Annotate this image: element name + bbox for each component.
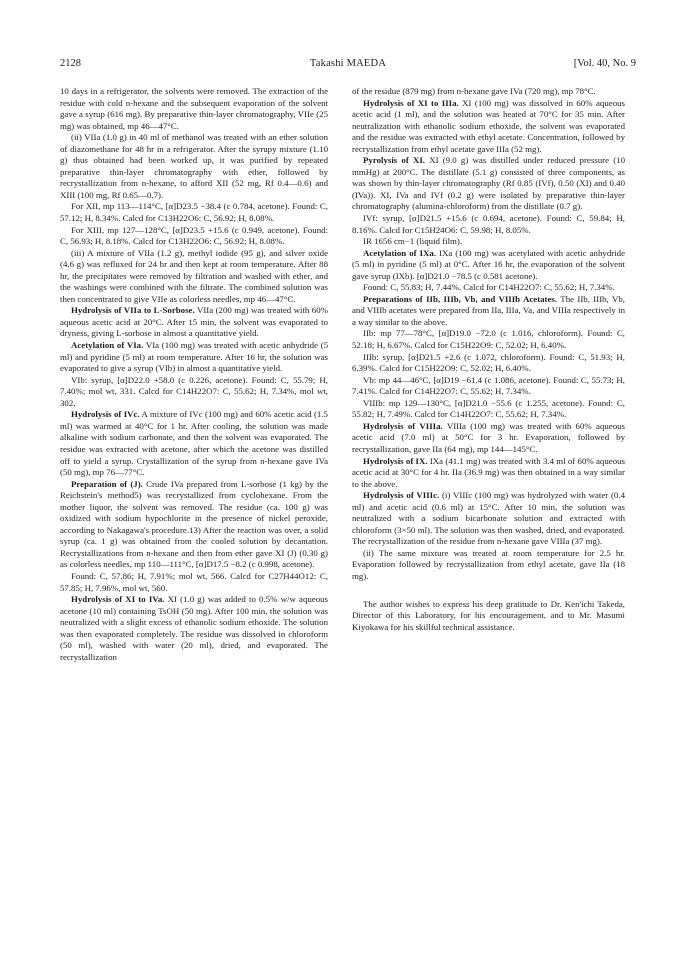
paragraph-text: VIb: syrup, [α]D22.0 +58.0 (c 0.226, acetone). Found: C, 55.79; H, 7.40%; mol wt, 331. Calcd for C14H22O7: C, 55.62; H, 7.34%, mol wt, 302. bbox=[60, 374, 328, 408]
section-heading: Hydrolysis of VIIIc. bbox=[363, 490, 440, 501]
paragraph-text: For XIII, mp 127—128°C, [α]D23.5 +15.6 (c 0.949, acetone). Found: C, 56.93; H, 8.18%. Calcd for C13H22O6: C, 56.92; H, 8.08%. bbox=[60, 224, 328, 247]
paragraph-text: of the residue (879 mg) from n-hexane gave IVa (720 mg), mp 78°C. bbox=[352, 86, 596, 96]
right-paragraph bbox=[352, 236, 625, 248]
right-paragraph bbox=[352, 352, 625, 375]
right-paragraph bbox=[352, 98, 625, 156]
left-paragraph bbox=[60, 248, 328, 306]
volume-info: [Vol. 40, No. 9 bbox=[573, 58, 636, 69]
paragraph-text: (ii) VIIa (1.0 g) in 40 ml of methanol was treated with an ether solution of diazomethane for 48 hr in a refrigerator. After the syrupy mixture (1.10 g) thus obtained had been worked up, it was purified by repeated preparative thin-layer chromatography with ether, followed by recrystallization from n-hexane, to afford XII (52 mg, Rf 0.4—0.6) and XIII (100 mg, Rf 0.65—0.7). bbox=[60, 132, 328, 200]
section-heading: Hydrolysis of XI to IIIa. bbox=[363, 97, 459, 108]
page-number: 2128 bbox=[60, 58, 81, 69]
paragraph-text: (i) VIIIc (100 mg) was hydrolyzed with water (0.4 ml) and acetic acid (0.6 ml) at 15°C. After 10 min, the solution was neutralized with a sodium bicarbonate solution and extracted with chloroform (3×50 ml). The solution was then washed, dried, and evaporated. The recrystallization of the residue from n-hexane gave VIIIa (37 mg). bbox=[352, 490, 625, 547]
paragraph-text: VIIIa (100 mg) was treated with 60% aqueous acetic acid (7.0 ml) at 50°C for 3 hr. Evaporation, followed by recrystallization, gave IIa (64 mg), mp 144—145°C. bbox=[352, 420, 625, 454]
left-column bbox=[60, 86, 328, 663]
section-heading: Hydrolysis of IVc. bbox=[71, 409, 140, 420]
paragraph-text: XI (9.0 g) was distilled under reduced pressure (10 mmHg) at 200°C. The distillate (5.1 g) consisted of three components, as was shown by thin-layer chromatography (Rf 0.85 (IVf), 0.50 (XI) and 0.40 (IVa)). XI, IVa and IVf (0.2 g) were isolated by preparative thin-layer chromatography (alumina-chloroform) from the distillate (0.7 g). bbox=[352, 155, 625, 212]
running-header bbox=[60, 57, 636, 73]
section-heading: Hydrolysis of IX. bbox=[363, 455, 428, 466]
paragraph-text: IIb: mp 77—78°C, [α]D19.0 −72.0 (c 1.016, chloroform). Found: C, 52.18; H, 6.67%. Calcd for C15H22O9: C, 52.02; H, 6.40%. bbox=[352, 328, 625, 351]
right-paragraph bbox=[352, 456, 625, 491]
section-heading: Pyrolysis of XI. bbox=[363, 155, 426, 166]
running-author: Takashi MAEDA bbox=[309, 58, 387, 69]
left-paragraph bbox=[60, 201, 328, 224]
right-paragraph bbox=[352, 421, 625, 456]
paragraph-text: XI (1.0 g) was added to 0.5% w/w aqueous acetone (10 ml) containing TsOH (50 mg). After 100 min, the solution was neutralized with a slight excess of ethanolic sodium ethoxide. The solution was then evaporated completely. The residue was dissolved in chloroform (50 ml), washed with water (20 ml), dried, and evaporated. The recrystallization bbox=[60, 594, 328, 662]
right-paragraph bbox=[352, 248, 625, 283]
paragraph-text: VIIIb: mp 129—130°C, [α]D21.0 −55.6 (c 1.255, acetone). Found: C, 55.82; H, 7.49%. Calcd for C14H22O7: C, 55.62; H, 7.34%. bbox=[352, 397, 625, 420]
paragraph-text: IXa (41.1 mg) was treated with 3.4 ml of 60% aqueous acetic acid at 30°C for 4 hr. IIa (36.9 mg) was then obtained in a way similar to the above. bbox=[352, 455, 625, 489]
acknowledgement: The author wishes to express his deep gratitude to Dr. Ken'ichi Takeda, Director of this Laboratory, for his encouragement, and to Mr. Masumi Kiyokawa for his skillful technical assistance. bbox=[352, 598, 625, 632]
right-paragraph bbox=[352, 155, 625, 213]
left-paragraph bbox=[60, 409, 328, 478]
right-paragraph bbox=[352, 548, 625, 583]
left-paragraph bbox=[60, 132, 328, 201]
right-paragraph bbox=[352, 213, 625, 236]
section-heading: Preparation of (J). bbox=[71, 478, 143, 489]
right-paragraph bbox=[352, 490, 625, 548]
paragraph-text: For XII, mp 113—114°C, [α]D23.5 −38.4 (c 0.784, acetone). Found: C, 57.12; H, 8.34%. Calcd for C13H22O6: C, 56.92; H, 8.08%. bbox=[60, 201, 328, 224]
paragraph-text: IIIb: syrup, [α]D21.5 +2.6 (c 1.072, chloroform). Found: C, 51.93; H, 6.39%. Calcd for C15H22O9: C, 52.02; H, 6.40%. bbox=[352, 351, 625, 374]
paragraph-text: (ii) The same mixture was treated at room temperature for 2.5 hr. Evaporation followed by recrystallization from ethyl acetate, gave IIa (18 mg). bbox=[352, 547, 625, 581]
section-heading: Preparations of IIb, IIIb, Vb, and VIIIb Acetates. bbox=[363, 293, 558, 304]
left-paragraph bbox=[60, 86, 328, 132]
paragraph-text: Found: C, 57.86; H, 7.91%; mol wt, 566. Calcd for C27H44O12: C, 57.85; H, 7.96%, mol wt, 560. bbox=[60, 570, 328, 593]
right-paragraph bbox=[352, 294, 625, 329]
left-paragraph bbox=[60, 375, 328, 410]
paragraph-text: The IIb, IIIb, Vb, and VIIIb acetates were prepared from IIa, IIIa, Va, and VIIIa respectively in a way similar to the above. bbox=[352, 293, 625, 327]
left-paragraph bbox=[60, 340, 328, 375]
paragraph-text: Found: C, 55.83; H, 7.44%. Calcd for C14H22O7: C, 55.62; H, 7.34%. bbox=[363, 282, 615, 293]
section-heading: Hydrolysis of VIIIa. bbox=[363, 420, 443, 431]
left-paragraph bbox=[60, 571, 328, 594]
paragraph-text: Vb: mp 44—46°C, [α]D19 −61.4 (c 1.086, acetone). Found: C, 55.73; H, 7.41%. Calcd for C14H22O7: C, 55.62; H, 7.34%. bbox=[352, 374, 625, 397]
paragraph-text: XI (100 mg) was dissolved in 60% aqueous acetic acid (1 ml), and the solution was heated at 70°C for 35 min. After neutralization with ethanolic sodium ethoxide, the solvent was evaporated and the residue was extracted with ethyl acetate. Concentration, followed by recrystallization from ethyl acetate gave IIIa (52 mg). bbox=[352, 97, 625, 154]
right-paragraph bbox=[352, 282, 625, 294]
section-heading: Hydrolysis of XI to IVa. bbox=[71, 594, 165, 605]
right-paragraph bbox=[352, 86, 625, 98]
left-paragraph bbox=[60, 594, 328, 663]
section-heading: Acetylation of IXa. bbox=[363, 247, 437, 258]
section-heading: Hydrolysis of VIIa to L-Sorbose. bbox=[71, 305, 195, 316]
right-paragraph bbox=[352, 375, 625, 398]
left-paragraph bbox=[60, 225, 328, 248]
paragraph-text: 10 days in a refrigerator, the solvents were removed. The extraction of the residue with cold n-hexane and the subsequent evaporation of the solvent gave a syrup (616 mg). By preparative thin-layer chromatography, VIIe (25 mg) was obtained, mp 46—47°C. bbox=[60, 86, 328, 131]
paragraph-text: IXa (100 mg) was acetylated with acetic anhydride (5 ml) in pyridine (5 ml) at 0°C. After 16 hr, the evaporation of the solvent gave syrup (IXb). [α]D21.0 −78.5 (c 0.581 acetone). bbox=[352, 247, 625, 281]
paragraph-text: (iii) A mixture of VIIa (1.2 g), methyl iodide (95 g), and silver oxide (4.6 g) was refluxed for 24 hr and then kept at room temperature. After 88 hr, the precipitates were removed by filtration and washed with ether, and the washings were combined with the filtrate. The combined solution was then concentrated to give VIIe as colorless needles, mp 46—47°C. bbox=[60, 247, 328, 304]
paragraph-text: IVf: syrup, [α]D21.5 +15.6 (c 0.694, acetone). Found: C, 59.84; H, 8.16%. Calcd for C15H24O6: C, 59.98; H, 8.05%. bbox=[352, 213, 625, 235]
paragraph-text: VIa (100 mg) was treated with acetic anhydride (5 ml) and pyridine (5 ml) at room temperature. After 16 hr, the solution was evaporated to give a syrup (VIb) in almost a quantitative yield. bbox=[60, 340, 328, 374]
right-column bbox=[352, 86, 625, 633]
left-paragraph bbox=[60, 305, 328, 340]
section-heading: Acetylation of VIa. bbox=[71, 340, 144, 351]
paragraph-text: IR 1656 cm−1 (liquid film). bbox=[363, 236, 463, 247]
paragraph-text: VIIa (200 mg) was treated with 60% aqueous acetic acid at 20°C. After 15 min, the solvent was evaporated to dryness, giving L-sorbose in almost a quantitative yield. bbox=[60, 305, 328, 339]
left-paragraph bbox=[60, 479, 328, 571]
paragraph-text: Crude IVa prepared from L-sorbose (1 kg) by the Reichstein's method5) was recrystallized from cyclohexane. From the mother liquor, the solvent was removed. The residue (ca. 100 g) was oxidized with sodium hypochlorite in the presence of nickel peroxide, according to Nakagawa's procedure.13) After the reaction was over, a solid syrup (ca. 1 g) was obtained from the cooled solution by decantation. Recrystallizations from n-hexane and then from ether gave XI (J) (0.30 g) as colorless needles, mp 110—111°C, [α]D17.5 −8.2 (c 0.998, acetone). bbox=[60, 478, 328, 570]
right-paragraph bbox=[352, 398, 625, 421]
right-paragraph bbox=[352, 328, 625, 351]
paragraph-text: A mixture of IVc (100 mg) and 60% acetic acid (1.5 ml) was warmed at 40°C for 1 hr. After cooling, the solution was made alkaline with sodium carbonate, and then the solvent was evaporated. The residue was extracted with acetone, after which the acetone was distilled off to yield a syrup. Crystallization of the syrup from n-hexane gave IVa (50 mg), mp 76—77°C. bbox=[60, 409, 328, 478]
